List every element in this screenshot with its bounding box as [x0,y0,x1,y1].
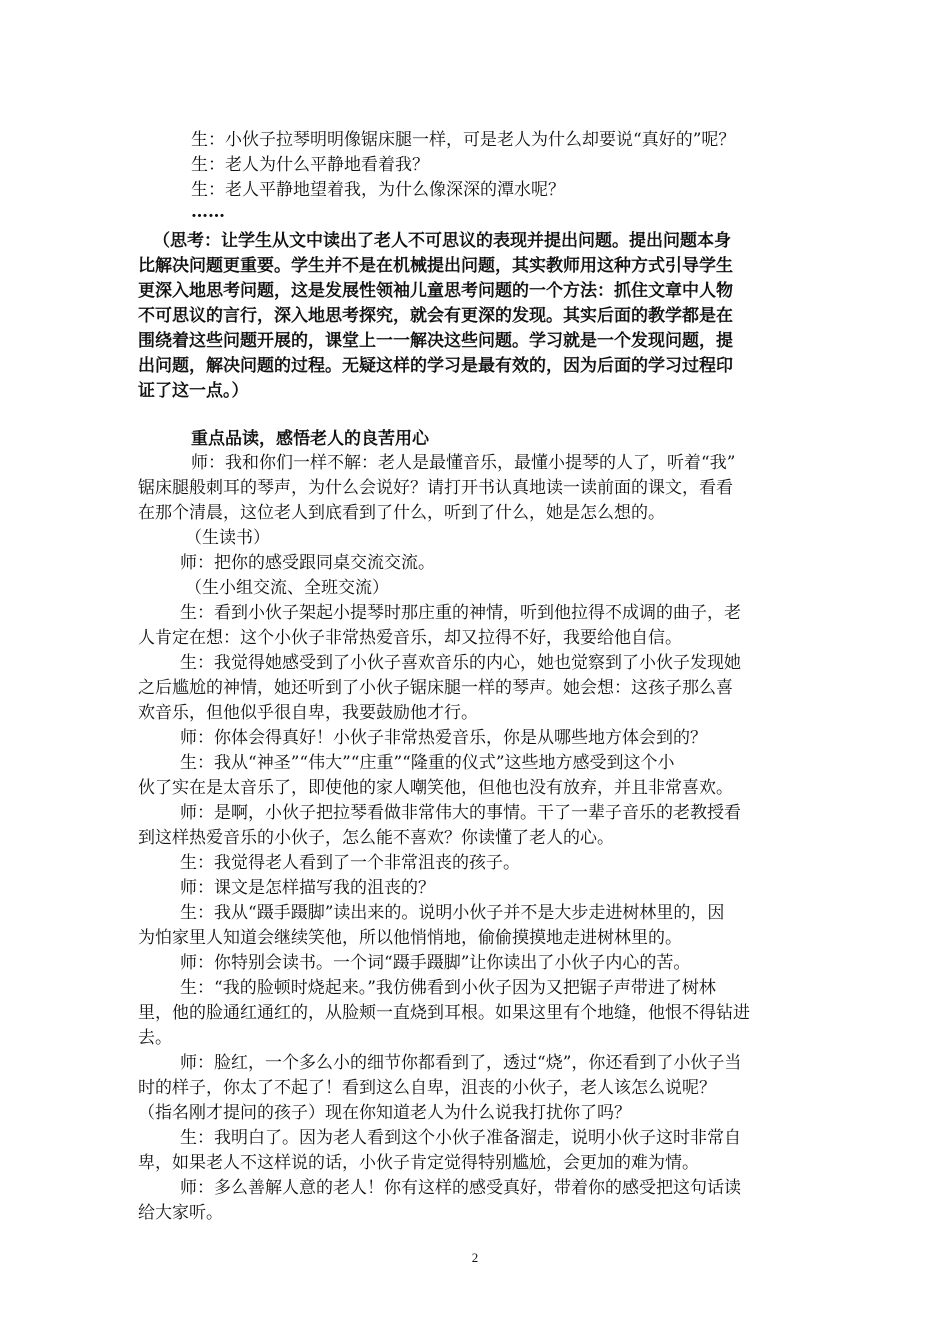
body-line: 生：我明白了。因为老人看到这个小伙子准备溜走，说明小伙子这时非常自 [180,1128,741,1148]
body-line: 卑，如果老人不这样说的话，小伙子肯定觉得特别尴尬，会更加的难为情。 [138,1153,699,1173]
section-heading: 重点品读，感悟老人的良苦用心 [191,429,429,449]
body-line: 为怕家里人知道会继续笑他，所以他悄悄地，偷偷摸摸地走进树林里的。 [138,928,682,948]
reflection-line: 证了这一点。） [138,381,249,401]
body-line: （生小组交流、全班交流） [185,578,389,598]
body-line: 师：你体会得真好！小伙子非常热爱音乐，你是从哪些地方体会到的？ [180,728,707,748]
body-line: 时的样子，你太了不起了！看到这么自卑，沮丧的小伙子，老人该怎么说呢？ [138,1078,716,1098]
dialogue-line: 生：老人为什么平静地看着我？ [191,155,429,175]
body-line: 生：我觉得老人看到了一个非常沮丧的孩子。 [180,853,520,873]
page-number: 2 [471,1250,479,1265]
body-line: 欢音乐，但他似乎很自卑，我要鼓励他才行。 [138,703,478,723]
body-line: 师：我和你们一样不解：老人是最懂音乐，最懂小提琴的人了，听着“我” [191,453,736,473]
body-line: 锯床腿般刺耳的琴声，为什么会说好？请打开书认真地读一读前面的课文，看看 [138,478,733,498]
dialogue-line: 生：老人平静地望着我，为什么像深深的潭水呢？ [191,180,565,200]
body-line: （指名刚才提问的孩子）现在你知道老人为什么说我打扰你了吗？ [138,1103,631,1123]
body-line: 师：把你的感受跟同桌交流交流。 [180,553,435,573]
body-line: 生：“我的脸顿时烧起来。”我仿佛看到小伙子因为又把锯子声带进了树林 [180,978,716,998]
reflection-line: 更深入地思考问题，这是发展性领袖儿童思考问题的一个方法：抓住文章中人物 [138,281,733,301]
body-line: 师：脸红，一个多么小的细节你都看到了，透过“烧”，你还看到了小伙子当 [180,1053,742,1073]
body-line: 里，他的脸通红通红的，从脸颊一直烧到耳根。如果这里有个地缝，他恨不得钻进 [138,1003,750,1023]
reflection-line: （思考：让学生从文中读出了老人不可思议的表现并提出问题。提出问题本身 [153,231,731,251]
body-line: 师：是啊，小伙子把拉琴看做非常伟大的事情。干了一辈子音乐的老教授看 [180,803,741,823]
dialogue-line: 生：小伙子拉琴明明像锯床腿一样，可是老人为什么却要说“真好的”呢？ [191,130,736,150]
body-line: 生：我从“蹑手蹑脚”读出来的。说明小伙子并不是大步走进树林里的，因 [180,903,725,923]
reflection-line: 围绕着这些问题开展的，课堂上一一解决这些问题。学习就是一个发现问题，提 [138,331,733,351]
reflection-line: 出问题，解决问题的过程。无疑这样的学习是最有效的，因为后面的学习过程印 [138,356,733,376]
body-line: 生：我觉得她感受到了小伙子喜欢音乐的内心，她也觉察到了小伙子发现她 [180,653,741,673]
body-line: 给大家听。 [138,1203,223,1223]
body-line: 生：我从“神圣”“伟大”“庄重”“隆重的仪式”这些地方感受到这个小 [180,753,675,773]
body-line: 人肯定在想：这个小伙子非常热爱音乐，却又拉得不好，我要给他自信。 [138,628,682,648]
reflection-line: 比解决问题更重要。学生并不是在机械提出问题，其实教师用这种方式引导学生 [138,256,733,276]
body-line: 伙了实在是太音乐了，即使他的家人嘲笑他，但他也没有放弃，并且非常喜欢。 [138,778,733,798]
ellipsis: …… [191,202,225,222]
body-line: 师：多么善解人意的老人！你有这样的感受真好，带着你的感受把这句话读 [180,1178,741,1198]
body-line: 去。 [138,1028,172,1048]
reflection-line: 不可思议的言行，深入地思考探究，就会有更深的发现。其实后面的教学都是在 [138,306,733,326]
body-line: 在那个清晨，这位老人到底看到了什么，听到了什么，她是怎么想的。 [138,503,665,523]
body-line: 之后尴尬的神情，她还听到了小伙子锯床腿一样的琴声。她会想：这孩子那么喜 [138,678,733,698]
body-line: （生读书） [185,528,270,548]
body-line: 到这样热爱音乐的小伙子，怎么能不喜欢？你读懂了老人的心。 [138,828,614,848]
body-line: 师：课文是怎样描写我的沮丧的？ [180,878,435,898]
body-line: 生：看到小伙子架起小提琴时那庄重的神情，听到他拉得不成调的曲子，老 [180,603,741,623]
body-line: 师：你特别会读书。一个词“蹑手蹑脚”让你读出了小伙子内心的苦。 [180,953,691,973]
